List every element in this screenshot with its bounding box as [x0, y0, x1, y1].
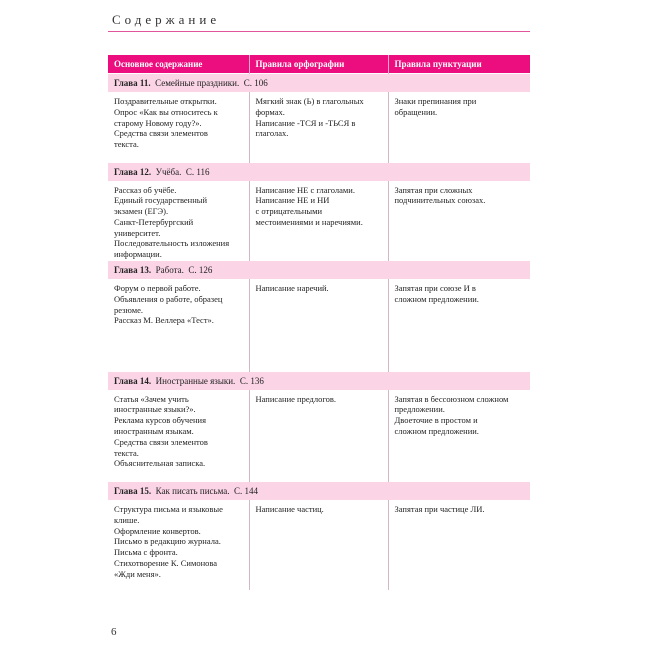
chapter-page: С. 144: [234, 486, 259, 497]
chapter-title: Как писать письма.: [155, 486, 230, 497]
cell-line: сложном предложении.: [394, 425, 479, 436]
chapter-heading: [108, 74, 530, 93]
chapter-row: [108, 162, 530, 181]
cell-line: Последовательность изложения: [114, 238, 230, 249]
cell-line: Объяснительная записка.: [114, 458, 206, 469]
cell-line: с отрицательными: [255, 206, 323, 217]
cell-line: обращении.: [394, 106, 438, 117]
cell-line: Написание НЕ с глаголами.: [255, 184, 355, 195]
cell-line: Запятая при сложных: [394, 184, 473, 195]
spelling-rules-cell: [249, 181, 388, 261]
chapter-row: [108, 74, 530, 93]
punctuation-rules-cell: [388, 181, 530, 261]
cell-line: сложном предложении.: [394, 293, 479, 304]
cell-line: Стихотворение К. Симонова: [114, 558, 218, 569]
cell-line: глаголах.: [255, 128, 289, 139]
cell-line: «Жди меня».: [114, 568, 161, 579]
chapter-label: Глава 15.: [114, 486, 152, 497]
page-number: 6: [111, 626, 117, 638]
chapter-title: Иностранные языки.: [155, 375, 236, 386]
cell-line: Средства связи элементов: [114, 436, 208, 447]
main-content-cell: [108, 92, 249, 162]
chapter-label: Глава 12.: [114, 166, 152, 177]
cell-line: Единый государственный: [114, 195, 208, 206]
punctuation-rules-cell: [388, 279, 530, 371]
cell-line: Структура письма и языковые: [114, 504, 223, 515]
cell-line: текста.: [114, 447, 139, 458]
cell-line: Средства связи элементов: [114, 128, 208, 139]
chapter-title: Учёба.: [155, 166, 182, 177]
spelling-rules-cell: [249, 279, 388, 371]
main-content-cell: [108, 500, 249, 590]
cell-line: Оформление конвертов.: [114, 525, 201, 536]
chapter-title: Семейные праздники.: [155, 78, 240, 88]
cell-line: Статья «Зачем учить: [114, 393, 189, 404]
cell-line: Опрос «Как вы относитесь к: [114, 106, 218, 117]
main-content-cell: [108, 279, 249, 371]
punctuation-rules-cell: [388, 390, 530, 482]
cell-line: Рассказ об учёбе.: [114, 184, 177, 195]
cell-line: Форум о первой работе.: [114, 283, 201, 294]
chapter-content-row: [108, 181, 530, 261]
cell-line: университет.: [114, 227, 161, 238]
cell-line: Рассказ М. Веллера «Тест».: [114, 315, 214, 326]
cell-line: Реклама курсов обучения: [114, 415, 206, 426]
header-row: [108, 55, 530, 74]
chapter-heading: [108, 482, 530, 501]
cell-line: экзамен (ЕГЭ).: [114, 206, 169, 217]
cell-line: формах.: [255, 106, 285, 117]
cell-line: Написание -ТСЯ и -ТЬСЯ в: [255, 117, 356, 128]
cell-line: Санкт-Петербургский: [114, 216, 194, 227]
cell-line: предложении.: [394, 404, 445, 415]
cell-line: Запятая в бессоюзном сложном: [394, 393, 509, 404]
chapter-row: [108, 482, 530, 501]
cell-line: клише.: [114, 514, 140, 525]
cell-line: информации.: [114, 249, 162, 260]
chapter-label: Глава 11.: [114, 78, 151, 88]
chapter-content-row: [108, 500, 530, 590]
cell-line: Мягкий знак (Ь) в глагольных: [255, 96, 364, 106]
header-punctuation-rules: Правила пунктуации: [388, 55, 530, 74]
cell-line: Знаки препинания при: [394, 96, 477, 106]
cell-line: местоимениями и наречиями.: [255, 216, 363, 227]
cell-line: текста.: [114, 139, 139, 150]
contents-table: [108, 55, 530, 590]
cell-line: Написание НЕ и НИ: [255, 195, 330, 206]
contents-body: [108, 74, 530, 591]
chapter-label: Глава 14.: [114, 375, 152, 386]
punctuation-rules-cell: [388, 92, 530, 162]
spelling-rules-cell: [249, 500, 388, 590]
punctuation-rules-cell: [388, 500, 530, 590]
chapter-content-row: [108, 390, 530, 482]
cell-line: Двоеточие в простом и: [394, 415, 478, 426]
cell-line: Написание предлогов.: [255, 393, 336, 404]
cell-line: Поздравительные открытки.: [114, 96, 217, 106]
cell-line: Написание частиц.: [255, 504, 324, 515]
cell-line: иностранные языки?».: [114, 404, 196, 415]
title-divider: [108, 31, 530, 32]
chapter-heading: [108, 162, 530, 181]
chapter-title: Работа.: [155, 265, 184, 276]
header-spelling-rules: Правила орфографии: [249, 55, 388, 74]
chapter-label: Глава 13.: [114, 265, 152, 276]
cell-line: Письмо в редакцию журнала.: [114, 536, 221, 547]
cell-line: иностранным языкам.: [114, 425, 194, 436]
chapter-heading: [108, 261, 530, 280]
cell-line: Написание наречий.: [255, 283, 329, 294]
page-title: Содержание: [112, 12, 221, 27]
cell-line: подчинительных союзах.: [394, 195, 486, 206]
main-content-cell: [108, 390, 249, 482]
chapter-heading: [108, 371, 530, 390]
header-main-content: Основное содержание: [108, 55, 249, 74]
chapter-row: [108, 261, 530, 280]
spelling-rules-cell: [249, 390, 388, 482]
chapter-page: С. 136: [239, 375, 264, 386]
cell-line: резюме.: [114, 304, 143, 315]
spelling-rules-cell: [249, 92, 388, 162]
cell-line: Письма с фронта.: [114, 547, 178, 558]
cell-line: Запятая при частице ЛИ.: [394, 504, 485, 515]
cell-line: Запятая при союзе И в: [394, 283, 476, 294]
chapter-content-row: [108, 279, 530, 371]
chapter-page: С. 106: [243, 78, 268, 88]
chapter-page: С. 116: [185, 166, 210, 177]
cell-line: старому Новому году?».: [114, 117, 202, 128]
chapter-content-row: [108, 92, 530, 162]
chapter-page: С. 126: [188, 265, 213, 276]
cell-line: Объявления о работе, образец: [114, 293, 223, 304]
main-content-cell: [108, 181, 249, 261]
chapter-row: [108, 371, 530, 390]
